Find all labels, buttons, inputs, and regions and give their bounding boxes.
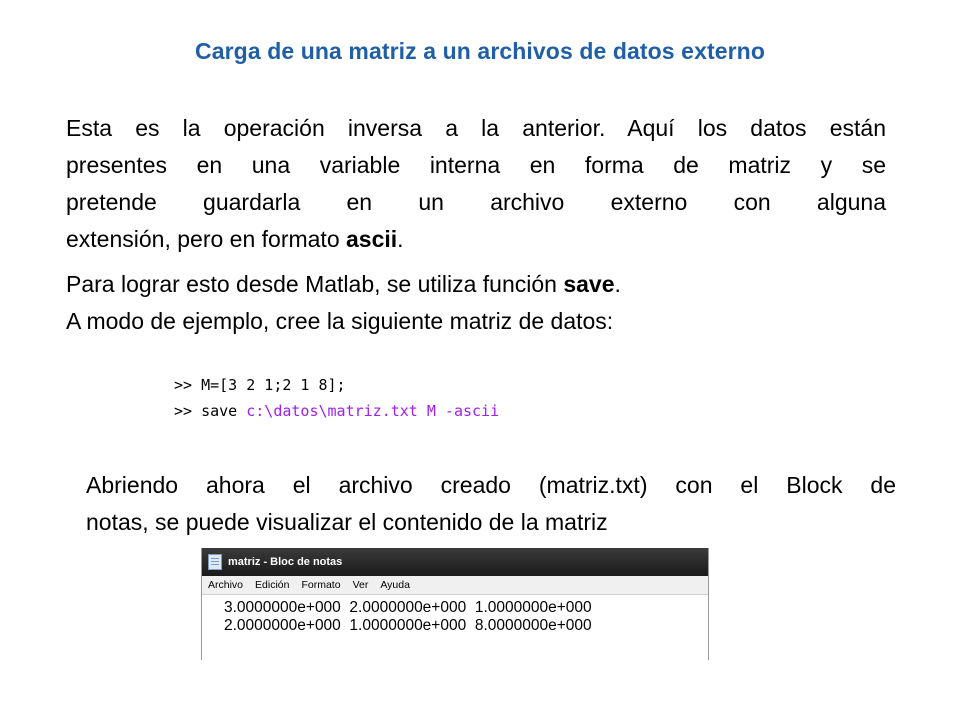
matlab-code-block bbox=[174, 372, 499, 424]
menu-archivo[interactable]: Archivo bbox=[208, 579, 244, 591]
save-text-end: . bbox=[614, 271, 621, 297]
notepad-icon bbox=[208, 554, 222, 570]
example-paragraph: A modo de ejemplo, cree la siguiente matriz de datos: bbox=[66, 308, 614, 334]
intro-line-4-end: . bbox=[397, 226, 404, 252]
menu-edicion[interactable]: Edición bbox=[255, 579, 290, 591]
notepad-window bbox=[201, 548, 709, 660]
notepad-text-area[interactable] bbox=[202, 595, 708, 635]
menu-ver[interactable]: Ver bbox=[352, 579, 369, 591]
notepad-line-2: notas, se puede visualizar el contenido de la matriz bbox=[86, 509, 608, 535]
save-text: Para lograr esto desde Matlab, se utiliza función bbox=[66, 271, 564, 297]
matrix-row: 2.0000000e+000 1.0000000e+000 8.0000000e+000 bbox=[224, 617, 592, 634]
code-line-2-args: c:\datos\matriz.txt M -ascii bbox=[246, 402, 500, 420]
notepad-paragraph bbox=[86, 467, 896, 541]
notepad-titlebar[interactable] bbox=[202, 548, 708, 576]
notepad-menubar bbox=[202, 576, 708, 595]
matrix-row: 3.0000000e+000 2.0000000e+000 1.0000000e+000 bbox=[224, 599, 592, 616]
save-paragraph bbox=[66, 266, 886, 303]
notepad-line-1: Abriendo ahora el archivo creado (matriz.txt) con el Block de bbox=[86, 472, 896, 498]
code-line-2-command: >> save bbox=[174, 402, 247, 420]
intro-line-4 bbox=[66, 221, 886, 258]
intro-line-4-text: extensión, pero en formato bbox=[66, 226, 346, 252]
intro-line-1: Esta es la operación inversa a la anterior. Aquí los datos están bbox=[66, 115, 886, 141]
intro-paragraph bbox=[66, 110, 886, 258]
ascii-keyword: ascii bbox=[346, 226, 398, 252]
menu-ayuda[interactable]: Ayuda bbox=[380, 579, 410, 591]
notepad-window-title: matriz - Bloc de notas bbox=[228, 556, 343, 568]
menu-formato[interactable]: Formato bbox=[301, 579, 341, 591]
code-line-2 bbox=[174, 398, 499, 424]
intro-line-3: pretende guardarla en un archivo externo con alguna bbox=[66, 189, 886, 215]
code-line-1: >> M=[3 2 1;2 1 8]; bbox=[174, 376, 346, 394]
slide-title: Carga de una matriz a un archivos de datos externo bbox=[195, 38, 765, 64]
intro-line-2: presentes en una variable interna en forma de matriz y se bbox=[66, 152, 886, 178]
save-keyword: save bbox=[563, 271, 615, 297]
